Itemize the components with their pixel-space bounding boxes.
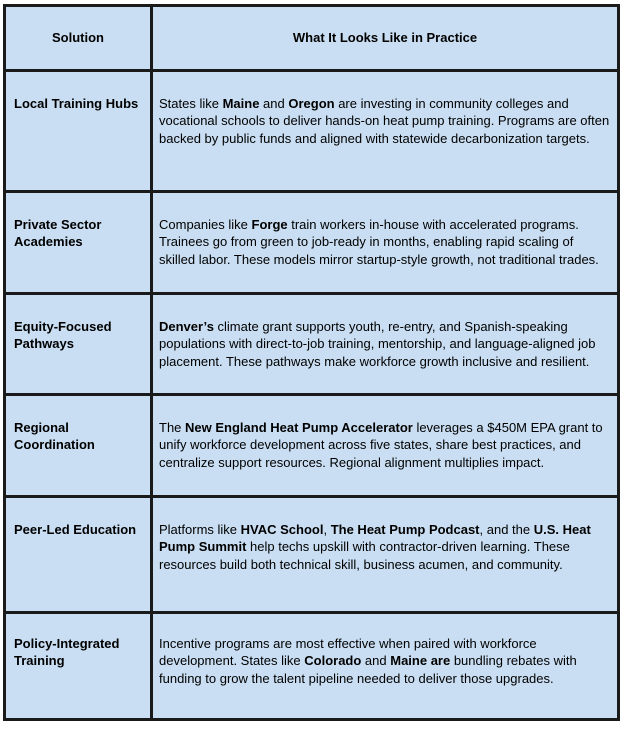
practice-cell (152, 496, 619, 612)
solution-cell: Local Training Hubs (5, 70, 152, 191)
text-segment: climate grant supports youth, re-entry, and Spanish-speaking populations with direct-to-job training, mentorship, and language-aligned job placement. These pathways make workforce growth inclusive and resilient. (159, 318, 596, 369)
text-segment: States like (159, 95, 223, 111)
bold-text: HVAC School (240, 521, 324, 537)
bold-text: Maine (222, 95, 260, 111)
table-row (5, 293, 619, 394)
solution-cell: Policy-Integrated Training (5, 612, 152, 719)
practice-cell (152, 70, 619, 191)
solution-cell: Private Sector Academies (5, 191, 152, 293)
text-segment: Platforms like (159, 521, 241, 537)
bold-text: Colorado (304, 653, 362, 669)
solution-cell: Regional Coordination (5, 394, 152, 496)
bold-text: Oregon (288, 95, 335, 111)
bold-text: Forge (251, 216, 288, 232)
text-segment: , (323, 521, 331, 537)
table-row (5, 70, 619, 191)
text-segment: Companies like (159, 216, 252, 232)
bold-text: U.S. Heat Pump Summit (159, 521, 591, 555)
text-segment: help techs upskill with contractor-driven learning. These resources build both technical skill, business acumen, and community. (159, 539, 570, 572)
practice-cell (152, 612, 619, 719)
bold-text: Denver’s (159, 318, 214, 334)
text-segment: The (159, 419, 186, 435)
solution-cell: Peer-Led Education (5, 496, 152, 612)
text-segment: train workers in-house with accelerated programs. Trainees go from green to job-ready in months, enabling rapid scaling of skilled labor. These models mirror startup-style growth, not traditional trades. (159, 216, 599, 267)
solution-cell: Equity-Focused Pathways (5, 293, 152, 394)
practice-cell (152, 394, 619, 496)
table-row (5, 394, 619, 496)
header-practice: What It Looks Like in Practice (152, 6, 619, 71)
text-segment: are investing in community colleges and vocational schools to deliver hands-on heat pump training. Programs are often backed by public funds and aligned with statewide decarbonization targets. (159, 95, 610, 146)
table-row (5, 612, 619, 719)
text-segment: and (361, 653, 391, 669)
practice-cell (152, 293, 619, 394)
table-row (5, 496, 619, 612)
header-solution: Solution (5, 6, 152, 71)
text-segment: bundling rebates with funding to grow the talent pipeline needed to deliver those upgrades. (159, 653, 577, 686)
bold-text: New England Heat Pump Accelerator (185, 419, 413, 435)
solutions-table (3, 4, 620, 721)
bold-text: Maine are (390, 653, 451, 669)
text-segment: Incentive programs are most effective when paired with workforce development. States like (159, 635, 537, 669)
text-segment: and (259, 95, 289, 111)
practice-cell (152, 191, 619, 293)
text-segment: leverages a $450M EPA grant to unify workforce development across five states, share best practices, and centralize support resources. Regional alignment multiplies impact. (159, 419, 603, 470)
table-row (5, 191, 619, 293)
bold-text: The Heat Pump Podcast (330, 521, 480, 537)
text-segment: , and the (479, 521, 534, 537)
header-row (5, 6, 619, 71)
